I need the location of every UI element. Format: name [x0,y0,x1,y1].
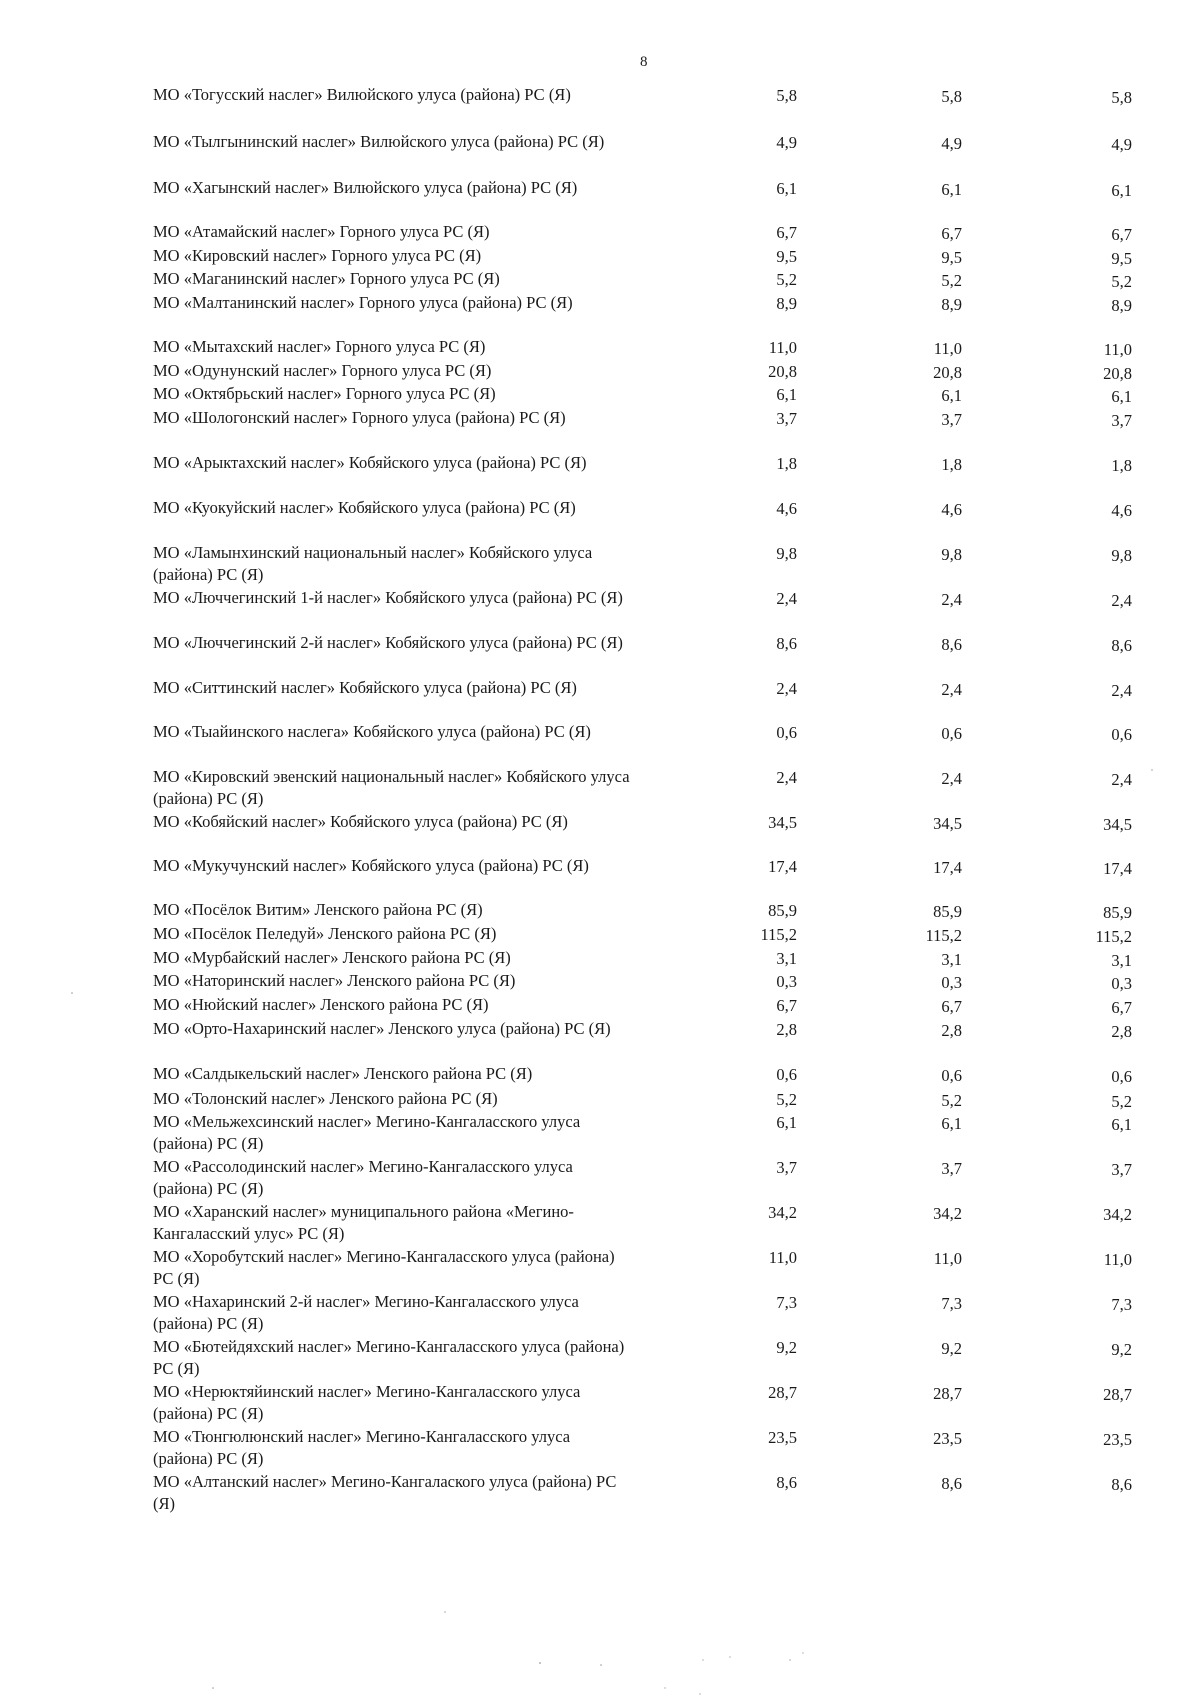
value-col-2: 5,2 [941,271,962,290]
value-col-2: 34,2 [933,1204,962,1223]
value-col-3: 3,7 [1111,411,1132,430]
value-col-3: 6,7 [1111,998,1132,1017]
municipality-name: МО «Люччегинский 2-й наслег» Кобяйского улуса (района) РС (Я) [153,633,623,652]
value-col-3: 6,1 [1111,181,1132,200]
municipality-name: МО «Ситтинский наслег» Кобяйского улуса (района) РС (Я) [153,678,577,697]
value-col-3: 2,4 [1111,770,1132,789]
municipality-name: МО «Одунунский наслег» Горного улуса РС (Я) [153,361,492,380]
value-col-2: 23,5 [933,1429,962,1448]
value-col-2: 11,0 [933,1249,962,1268]
value-col-1: 6,7 [776,996,797,1015]
municipality-name: МО «Тылгынинский наслег» Вилюйского улуса (района) РС (Я) [153,132,605,151]
municipality-name: МО «Мельжехсинский наслег» Мегино-Кангаласского улуса (района) РС (Я) [153,1112,581,1153]
value-col-3: 28,7 [1103,1385,1132,1404]
value-col-2: 5,8 [941,87,962,106]
value-col-3: 2,8 [1111,1022,1132,1041]
value-col-3: 5,8 [1111,88,1132,107]
value-col-1: 0,6 [776,723,797,742]
value-col-1: 34,2 [768,1203,797,1222]
value-col-1: 8,6 [776,634,797,653]
value-col-3: 0,6 [1111,725,1132,744]
municipality-name: МО «Нахаринский 2-й наслег» Мегино-Кангаласского улуса (района) РС (Я) [153,1292,579,1333]
value-col-1: 9,8 [776,544,797,563]
value-col-2: 6,7 [941,997,962,1016]
value-col-3: 6,1 [1111,1115,1132,1134]
value-col-3: 9,2 [1111,1340,1132,1359]
value-col-1: 23,5 [768,1428,797,1447]
value-col-2: 2,4 [941,680,962,699]
value-col-1: 11,0 [768,1248,797,1267]
municipality-name: МО «Орто-Нахаринский наслег» Ленского улуса (района) РС (Я) [153,1019,611,1038]
value-col-2: 5,2 [941,1091,962,1110]
value-col-2: 0,3 [941,973,962,992]
value-col-2: 8,6 [941,1474,962,1493]
value-col-1: 8,6 [776,1473,797,1492]
value-col-3: 3,7 [1111,1160,1132,1179]
value-col-1: 2,4 [776,679,797,698]
value-col-3: 2,4 [1111,591,1132,610]
value-col-3: 8,6 [1111,636,1132,655]
value-col-3: 4,9 [1111,135,1132,154]
value-col-1: 85,9 [768,901,797,920]
value-col-3: 1,8 [1111,456,1132,475]
value-col-1: 2,8 [776,1020,797,1039]
value-col-3: 2,4 [1111,681,1132,700]
municipality-name: МО «Бютейдяхский наслег» Мегино-Кангаласского улуса (района) РС (Я) [153,1337,625,1378]
value-col-3: 23,5 [1103,1430,1132,1449]
value-col-3: 11,0 [1103,1250,1132,1269]
value-col-2: 6,7 [941,224,962,243]
value-col-2: 9,2 [941,1339,962,1358]
municipality-name: МО «Люччегинский 1-й наслег» Кобяйского улуса (района) РС (Я) [153,588,623,607]
value-col-3: 5,2 [1111,272,1132,291]
value-col-3: 6,1 [1111,387,1132,406]
municipality-name: МО «Салдыкельский наслег» Ленского района РС (Я) [153,1064,533,1083]
value-col-1: 2,4 [776,768,797,787]
value-col-3: 11,0 [1103,340,1132,359]
value-col-2: 85,9 [933,902,962,921]
value-col-1: 28,7 [768,1383,797,1402]
municipality-name: МО «Тыайинского наслега» Кобяйского улуса (района) РС (Я) [153,722,591,741]
municipality-name: МО «Посёлок Витим» Ленского района РС (Я) [153,900,483,919]
value-col-3: 20,8 [1103,364,1132,383]
value-col-1: 4,9 [776,133,797,152]
value-col-1: 7,3 [776,1293,797,1312]
municipality-name: МО «Шологонский наслег» Горного улуса (района) РС (Я) [153,408,566,427]
municipality-name: МО «Кировский эвенский национальный наслег» Кобяйского улуса (района) РС (Я) [153,767,630,808]
value-col-2: 17,4 [933,858,962,877]
page-number: 8 [640,54,648,70]
value-col-2: 2,4 [941,590,962,609]
municipality-name: МО «Посёлок Пеледуй» Ленского района РС (Я) [153,924,497,943]
value-col-2: 7,3 [941,1294,962,1313]
municipality-name: МО «Атамайский наслег» Горного улуса РС (Я) [153,222,490,241]
value-col-1: 0,3 [776,972,797,991]
value-col-1: 34,5 [768,813,797,832]
value-col-1: 4,6 [776,499,797,518]
value-col-3: 3,1 [1111,951,1132,970]
value-col-3: 8,9 [1111,296,1132,315]
municipality-name: МО «Малтанинский наслег» Горного улуса (района) РС (Я) [153,293,573,312]
value-col-3: 115,2 [1095,927,1132,946]
municipality-name: МО «Хагынский наслег» Вилюйского улуса (района) РС (Я) [153,178,578,197]
value-col-1: 20,8 [768,362,797,381]
value-col-1: 9,5 [776,247,797,266]
value-col-1: 0,6 [776,1065,797,1084]
value-col-2: 34,5 [933,814,962,833]
value-col-2: 11,0 [933,339,962,358]
value-col-1: 17,4 [768,857,797,876]
value-col-1: 5,8 [776,86,797,105]
value-col-2: 8,9 [941,295,962,314]
value-col-2: 4,6 [941,500,962,519]
value-col-3: 6,7 [1111,225,1132,244]
municipality-name: МО «Хоробутский наслег» Мегино-Кангаласского улуса (района) РС (Я) [153,1247,615,1288]
municipality-name: МО «Мытахский наслег» Горного улуса РС (Я) [153,337,486,356]
value-col-3: 85,9 [1103,903,1132,922]
municipality-name: МО «Тогусский наслег» Вилюйского улуса (района) РС (Я) [153,85,571,104]
value-col-1: 2,4 [776,589,797,608]
value-col-2: 28,7 [933,1384,962,1403]
value-col-2: 6,1 [941,1114,962,1133]
value-col-2: 0,6 [941,724,962,743]
value-col-1: 1,8 [776,454,797,473]
value-col-1: 5,2 [776,270,797,289]
value-col-1: 6,1 [776,385,797,404]
value-col-2: 6,1 [941,386,962,405]
municipality-name: МО «Мурбайский наслег» Ленского района РС (Я) [153,948,511,967]
value-col-1: 5,2 [776,1090,797,1109]
municipality-name: МО «Арыктахский наслег» Кобяйского улуса (района) РС (Я) [153,453,587,472]
value-col-1: 6,1 [776,179,797,198]
value-col-3: 34,2 [1103,1205,1132,1224]
municipality-name: МО «Нюйский наслег» Ленского района РС (Я) [153,995,489,1014]
municipality-name: МО «Маганинский наслег» Горного улуса РС (Я) [153,269,500,288]
value-col-3: 9,5 [1111,249,1132,268]
municipality-name: МО «Толонский наслег» Ленского района РС (Я) [153,1089,498,1108]
value-col-2: 2,4 [941,769,962,788]
value-col-2: 9,5 [941,248,962,267]
value-col-2: 3,1 [941,950,962,969]
value-col-1: 3,7 [776,409,797,428]
value-col-2: 4,9 [941,134,962,153]
municipality-name: МО «Нерюктяйинский наслег» Мегино-Кангаласского улуса (района) РС (Я) [153,1382,581,1423]
value-col-2: 115,2 [925,926,962,945]
municipality-name: МО «Алтанский наслег» Мегино-Кангалаского улуса (района) РС (Я) [153,1472,617,1513]
value-col-3: 7,3 [1111,1295,1132,1314]
value-col-3: 4,6 [1111,501,1132,520]
value-col-2: 3,7 [941,410,962,429]
municipality-name: МО «Кобяйский наслег» Кобяйского улуса (района) РС (Я) [153,812,568,831]
municipality-name: МО «Кировский наслег» Горного улуса РС (Я) [153,246,482,265]
value-col-2: 8,6 [941,635,962,654]
value-col-3: 17,4 [1103,859,1132,878]
value-col-1: 115,2 [760,925,797,944]
value-col-2: 1,8 [941,455,962,474]
value-col-2: 2,8 [941,1021,962,1040]
value-col-3: 8,6 [1111,1475,1132,1494]
value-col-2: 0,6 [941,1066,962,1085]
municipality-name: МО «Тюнгюлюнский наслег» Мегино-Кангаласского улуса (района) РС (Я) [153,1427,571,1468]
value-col-1: 3,7 [776,1158,797,1177]
municipality-name: МО «Куокуйский наслег» Кобяйского улуса (района) РС (Я) [153,498,576,517]
value-col-1: 6,7 [776,223,797,242]
value-col-2: 3,7 [941,1159,962,1178]
value-col-1: 8,9 [776,294,797,313]
value-col-2: 9,8 [941,545,962,564]
value-col-3: 9,8 [1111,546,1132,565]
municipality-name: МО «Рассолодинский наслег» Мегино-Кангаласского улуса (района) РС (Я) [153,1157,573,1198]
municipality-name: МО «Наторинский наслег» Ленского района РС (Я) [153,971,516,990]
value-col-3: 34,5 [1103,815,1132,834]
municipality-name: МО «Ламынхинский национальный наслег» Кобяйского улуса (района) РС (Я) [153,543,593,584]
value-col-2: 6,1 [941,180,962,199]
value-col-3: 5,2 [1111,1092,1132,1111]
value-col-1: 11,0 [768,338,797,357]
municipality-name: МО «Мукучунский наслег» Кобяйского улуса (района) РС (Я) [153,856,589,875]
municipality-name: МО «Октябрьский наслег» Горного улуса РС (Я) [153,384,496,403]
value-col-3: 0,3 [1111,974,1132,993]
value-col-1: 6,1 [776,1113,797,1132]
value-col-2: 20,8 [933,363,962,382]
value-col-3: 0,6 [1111,1067,1132,1086]
value-col-1: 9,2 [776,1338,797,1357]
value-col-1: 3,1 [776,949,797,968]
municipality-name: МО «Харанский наслег» муниципального района «Мегино-Кангаласский улус» РС (Я) [153,1202,574,1243]
